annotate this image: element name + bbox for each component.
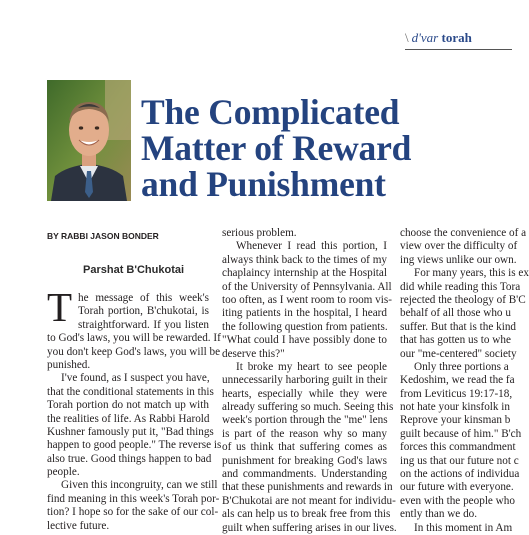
text-line: lective future.: [47, 519, 110, 532]
text-line: tion? I hope so for the sake of our col-: [47, 506, 219, 519]
text-line: on the actions of individua: [400, 468, 520, 481]
text-line: Kushner famously put it, "Bad things: [47, 425, 214, 438]
text-line: to God's laws, you will be rewarded. If: [47, 332, 221, 345]
text-line: find meaning in this week's Torah por-: [47, 492, 220, 505]
text-line: guilt because of him." B'ch: [400, 427, 522, 440]
text-line: punishment for breaking God's laws: [222, 454, 387, 467]
text-line: not hate your kinsfolk in: [400, 401, 510, 414]
text-line: and commandments. Understanding: [222, 468, 387, 481]
author-byline: BY RABBI JASON BONDER: [47, 231, 159, 241]
article-headline: [141, 94, 512, 202]
text-line: of the University of Pennsylvania. All: [222, 280, 392, 293]
text-line: from Leviticus 19:17-18,: [400, 387, 513, 400]
text-line: week's portion through the "me" lens: [222, 414, 388, 427]
text-line: chaplaincy internship at the Hospital: [222, 267, 387, 280]
drop-cap: T: [47, 284, 73, 330]
text-line: that has gotten us to whe: [400, 334, 511, 347]
header-rule: [405, 49, 512, 50]
text-line: ing views unlike our own.: [400, 253, 517, 266]
text-line: of us think that suffering comes as: [222, 441, 387, 454]
text-line: iting patients in the hospital, I heard: [222, 307, 387, 320]
text-line: Torah portion do not match up with: [47, 399, 209, 412]
text-line: also true. Good things happen to bad: [47, 452, 212, 465]
text-line: always think back to the times of my: [222, 253, 387, 266]
text-line: that these punishments and rewards in: [222, 481, 393, 494]
text-line: I've found, as I suspect you have,: [61, 372, 210, 385]
section-tag: [405, 30, 512, 50]
text-column-3: [400, 227, 529, 535]
text-line: straightforward. If you listen: [78, 318, 209, 331]
text-line: als can help us to break free from this: [222, 508, 391, 521]
text-line: Only three portions a: [414, 360, 509, 373]
text-line: already suffering so much. Seeing this: [222, 401, 394, 414]
text-line: you don't keep God's laws, you will be: [47, 345, 221, 358]
text-line: is part of the reason why so many: [222, 427, 387, 440]
text-line: deserve this?": [222, 347, 285, 360]
text-column-1: [47, 292, 222, 533]
text-line: guilt when suffering arises in our lives.: [222, 521, 397, 534]
headline-line: The Complicated: [141, 92, 400, 132]
text-line: the realities of life. As Rabbi Harold: [47, 412, 210, 425]
text-line: even with the people who: [400, 494, 515, 507]
text-line: did while reading this Tora: [400, 280, 521, 293]
text-line: B'Chukotai are not meant for individu-: [222, 494, 396, 507]
text-line: "What could I have possibly done to: [222, 334, 387, 347]
text-line: behalf of all those who u: [400, 307, 511, 320]
parsha-subhead: Parshat B'Chukotai: [83, 264, 185, 276]
section-tag-word: d'var: [411, 30, 439, 45]
text-line: Given this incongruity, can we still: [61, 479, 218, 492]
section-tag-slash: \: [405, 30, 409, 45]
text-line: our future with everyone.: [400, 481, 514, 494]
text-line: forces this commandment: [400, 441, 516, 454]
text-line: Kedoshim, we read the fa: [400, 374, 515, 387]
text-line: too often, as I went room to room vis-: [222, 293, 392, 306]
text-line: In this moment in Am: [414, 521, 513, 534]
text-line: punished.: [47, 358, 91, 371]
author-portrait-image: [47, 80, 131, 201]
text-line: For many years, this is ex: [414, 267, 529, 280]
section-tag-strong: torah: [441, 30, 472, 45]
text-line: choose the convenience of a: [400, 227, 527, 239]
text-line: Torah portion, B'chukotai, is: [78, 305, 209, 318]
text-line: that the conditional statements in this: [47, 385, 214, 398]
text-line: he message of this week's: [78, 292, 209, 304]
text-line: suffer. But that is the kind: [400, 320, 517, 333]
text-line: the following question from patients.: [222, 320, 388, 333]
headline-line: and Punishment: [141, 164, 386, 204]
text-line: serious problem.: [222, 227, 297, 239]
text-line: our "me-centered" society: [400, 347, 517, 360]
text-line: people.: [47, 466, 80, 479]
text-line: hearts, especially while they were: [222, 387, 387, 400]
text-line: view over the difficulty of: [400, 240, 518, 253]
text-line: unnecessarily harboring guilt in their: [222, 374, 388, 387]
text-line: Reprove your kinsman b: [400, 414, 511, 427]
text-column-2: [222, 227, 397, 535]
text-line: ently than we do.: [400, 508, 478, 521]
text-line: Whenever I read this portion, I: [236, 240, 387, 253]
text-line: ing us that our future not c: [400, 454, 519, 467]
author-photo: [47, 80, 131, 201]
headline-line: Matter of Reward: [141, 128, 412, 168]
text-line: It broke my heart to see people: [236, 360, 387, 373]
text-line: happen to good people." The reverse is: [47, 439, 222, 452]
text-line: rejected the theology of B'C: [400, 293, 526, 306]
